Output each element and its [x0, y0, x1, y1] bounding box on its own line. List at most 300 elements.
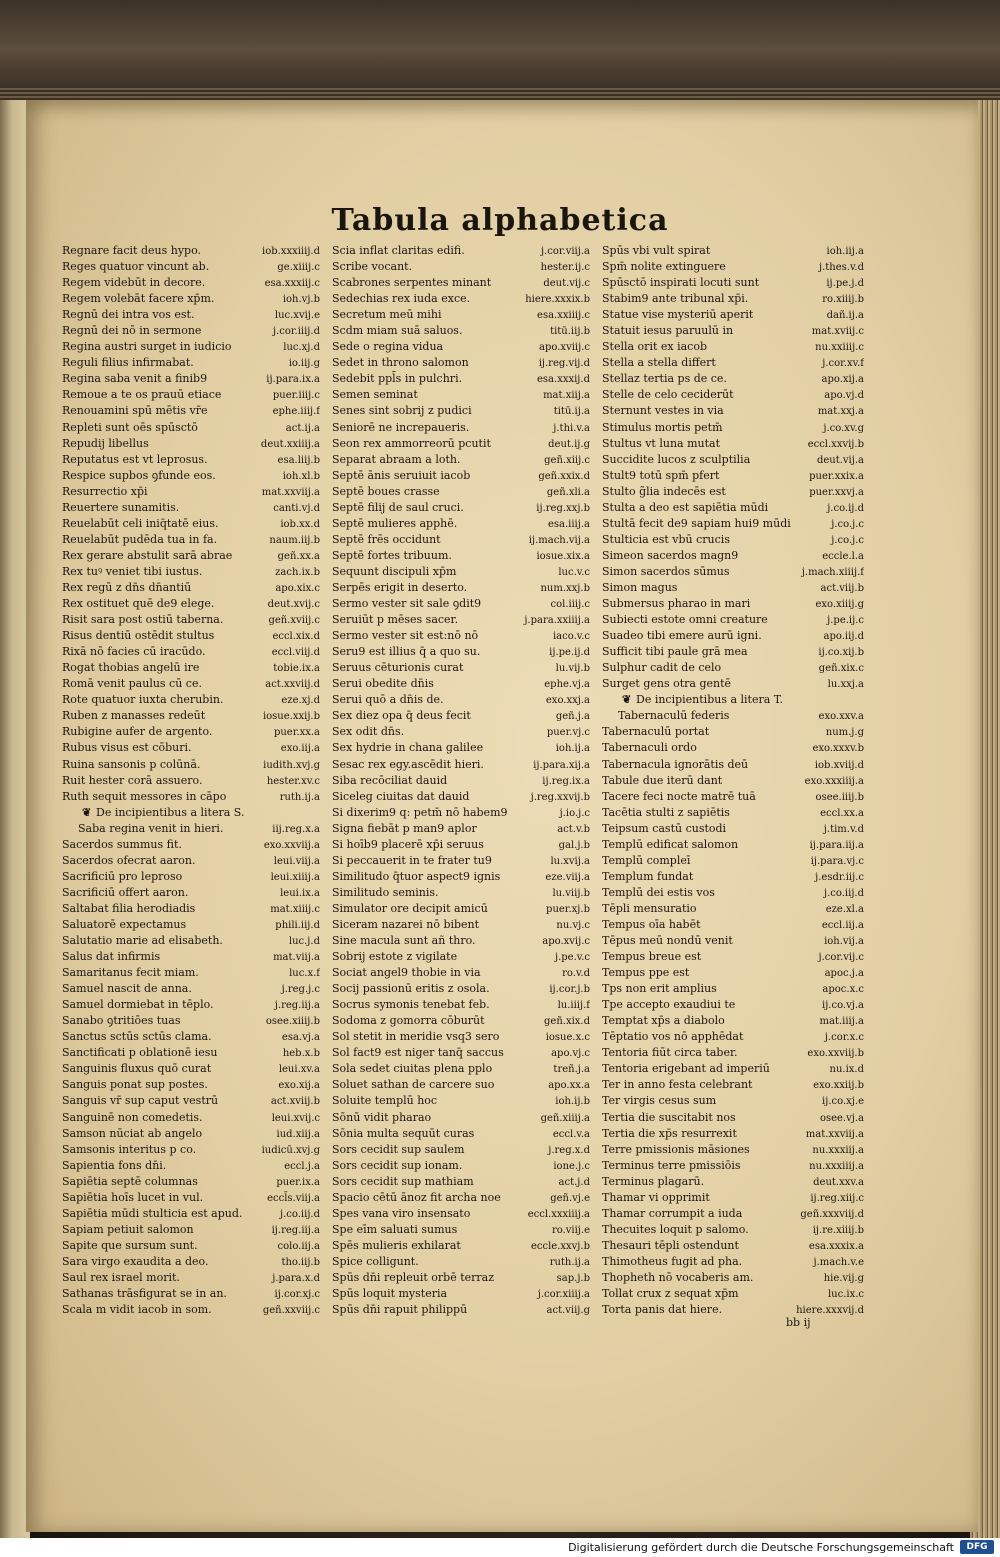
entry-text: Stulto g̃lia indecēs est — [602, 484, 726, 498]
entry-text: Spm̄ nolite extinguere — [602, 260, 726, 274]
entry-text: Similitudo q̄tuor aspect9 ignis — [332, 869, 501, 883]
index-entry — [602, 949, 864, 965]
entry-text: Sermo vester sit sale ꝯdit9 — [332, 597, 482, 611]
entry-reference: puer.xj.b — [546, 903, 590, 915]
entry-text: Saba regina venit in hieri. — [78, 821, 224, 835]
index-entry — [332, 965, 590, 981]
entry-text: Ter in anno festa celebrant — [602, 1078, 753, 1092]
entry-reference: lu.xvij.a — [550, 855, 590, 867]
entry-reference: geñ.j.a — [555, 711, 590, 723]
entry-text: Ruben z manasses redeūt — [62, 709, 206, 723]
entry-text: Simulator ore decipit amicū — [332, 901, 488, 915]
entry-reference: iosue.x.c — [545, 1032, 590, 1044]
index-entry — [602, 1238, 864, 1254]
index-entry — [602, 1142, 864, 1158]
entry-reference: canti.vj.d — [273, 502, 320, 514]
entry-reference: ij.para.iij.a — [809, 839, 864, 851]
entry-reference: exo.xxiij.b — [813, 1080, 864, 1092]
entry-reference: iud.xiij.a — [276, 1128, 320, 1140]
entry-reference: titū.iij.b — [550, 326, 590, 338]
entry-text: Sōnia multa sequūt curas — [332, 1126, 475, 1140]
entry-text: Sanabo ꝯtritiōes tuas — [62, 1014, 181, 1028]
entry-text: Stult9 totū spm̄ pfert — [602, 468, 720, 482]
entry-text: Si dixerim9 q: petm̄ nō habem9 — [332, 805, 508, 819]
index-entry — [332, 1190, 590, 1206]
index-entry — [332, 1126, 590, 1142]
entry-reference: j.cor.xiiij.a — [537, 1289, 590, 1301]
entry-text: Sanctus sctūs sctūs clama. — [62, 1030, 212, 1044]
index-entry — [602, 805, 864, 821]
entry-text: Sol fact9 est niger tanq̄ saccus — [332, 1046, 504, 1060]
entry-reference: iosue.xxij.b — [262, 711, 320, 723]
entry-text: Tacere feci nocte matrē tuā — [602, 789, 756, 803]
index-entry — [62, 1238, 320, 1254]
entry-reference: act.xviij.b — [270, 1096, 320, 1108]
entry-reference: leui.viij.a — [273, 855, 320, 867]
entry-text: Samson nūciat ab angelo — [62, 1126, 203, 1140]
entry-text: Stabim9 ante tribunal xp̄i. — [602, 292, 749, 306]
entry-text: Tēptatio vos nō apphēdat — [602, 1030, 744, 1044]
entry-text: Templū dei estis vos — [602, 885, 715, 899]
entry-reference: mat.xxviij.a — [805, 1128, 864, 1140]
entry-text: Salus dat infirmis — [62, 950, 161, 964]
entry-text: Scia inflat claritas edifi. — [332, 244, 465, 257]
entry-reference: j.co.xv.g — [823, 422, 864, 434]
index-entry — [62, 917, 320, 933]
entry-reference: puer.ix.a — [276, 1176, 320, 1188]
entry-reference: act.j.d — [558, 1176, 590, 1188]
index-entry — [62, 901, 320, 917]
entry-text: Samaritanus fecit miam. — [62, 966, 199, 980]
entry-text: Regnū dei nō in sermone — [62, 324, 202, 338]
entry-text: Temptat xp̄s a diabolo — [602, 1014, 725, 1028]
entry-text: Sapientia fons dn̄i. — [62, 1158, 167, 1172]
entry-text: Reguli filius infirmabat. — [62, 356, 194, 370]
entry-reference: apo.xij.a — [821, 374, 864, 386]
entry-text: Tabernacula ignorātis deū — [602, 757, 749, 771]
index-entry — [602, 468, 864, 484]
entry-reference: ioh.vj.b — [282, 294, 320, 306]
index-entry — [332, 1286, 590, 1302]
entry-text: Sanguinis fluxus quō curat — [62, 1062, 212, 1076]
entry-text: Reuertere sunamitis. — [62, 500, 180, 514]
entry-text: Rote quatuor iuxta cherubin. — [62, 693, 224, 707]
index-entry — [62, 981, 320, 997]
entry-reference: j.cor.iiij.d — [272, 326, 320, 338]
index-entry — [602, 853, 864, 869]
index-entry — [62, 532, 320, 548]
index-entry — [62, 564, 320, 580]
entry-reference: j.co.iij.d — [824, 887, 864, 899]
entry-text: Simon magus — [602, 580, 678, 594]
entry-text: Sodoma z gomorra cōburūt — [332, 1014, 485, 1028]
entry-text: Rubigine aufer de argento. — [62, 725, 213, 739]
entry-text: Stella a stella differt — [602, 356, 716, 370]
entry-reference: apo.xix.c — [275, 582, 320, 594]
entry-reference: geñ.xiij.c — [544, 454, 590, 466]
entry-reference: eze.xj.d — [281, 695, 320, 707]
entry-text: Rex tuꝰ veniet tibi iustus. — [62, 564, 203, 578]
entry-text: Sesac rex egy.ascēdit hieri. — [332, 757, 484, 771]
index-entry — [62, 580, 320, 596]
index-entry — [332, 500, 590, 516]
entry-reference: num.j.g — [825, 727, 864, 739]
entry-text: Risit sara post ostiū taberna. — [62, 613, 224, 627]
entry-reference: lu.xxj.a — [827, 679, 864, 691]
entry-reference: exo.xij.a — [278, 1080, 320, 1092]
index-entry — [332, 436, 590, 452]
entry-reference: j.cor.vij.c — [818, 952, 864, 964]
entry-text: Secretum meū mihi — [332, 308, 442, 322]
entry-text: Siceram nazarei nō bibent — [332, 917, 480, 931]
entry-text: Risus dentiū ostēdit stultus — [62, 629, 215, 643]
entry-reference: geñ.xxxviij.d — [800, 1208, 864, 1220]
index-entry — [602, 1077, 864, 1093]
index-entry — [62, 1206, 320, 1222]
index-entry — [62, 1174, 320, 1190]
entry-reference: dañ.ij.a — [826, 310, 864, 322]
entry-reference: j.mach.v.e — [813, 1256, 864, 1268]
index-entry — [602, 981, 864, 997]
entry-text: Regnū dei intra vos est. — [62, 308, 195, 322]
entry-reference: geñ.xxviij.c — [262, 1305, 320, 1317]
index-entry — [332, 628, 590, 644]
index-entry — [602, 757, 864, 773]
index-entry — [602, 387, 864, 403]
entry-text: Tempus oīa habēt — [602, 917, 701, 931]
entry-text: Septē mulieres apphē. — [332, 516, 458, 530]
index-entry — [602, 1110, 864, 1126]
entry-reference: ij.co.vj.a — [822, 1000, 864, 1012]
entry-reference: nu.xxxiij.a — [812, 1144, 864, 1156]
entry-text: Sedechias rex iuda exce. — [332, 292, 471, 306]
index-entry — [602, 420, 864, 436]
index-entry — [332, 1206, 590, 1222]
index-entry — [62, 965, 320, 981]
index-entry — [332, 1174, 590, 1190]
entry-text: Repudij libellus — [62, 436, 149, 450]
index-entry — [62, 1270, 320, 1286]
index-entry — [602, 436, 864, 452]
index-entry — [62, 307, 320, 323]
entry-reference: hester.ij.c — [540, 262, 590, 274]
index-entry — [602, 885, 864, 901]
index-entry — [332, 901, 590, 917]
entry-text: Serui quō a dn̄is de. — [332, 693, 444, 707]
entry-reference: ioh.iij.a — [826, 246, 864, 257]
entry-reference: j.pe.v.c — [554, 952, 590, 964]
entry-text: Socrus symonis tenebat feb. — [332, 998, 490, 1012]
entry-text: Reuelabūt celi iniq̄tatē eius. — [62, 516, 219, 530]
entry-text: Sede o regina vidua — [332, 340, 444, 354]
entry-reference: j.tim.v.d — [823, 823, 864, 835]
entry-reference: luc.ix.c — [827, 1289, 864, 1301]
index-entry — [332, 1045, 590, 1061]
entry-reference: j.io.j.c — [559, 807, 590, 819]
entry-text: Stultus vt luna mutat — [602, 436, 720, 450]
index-entry — [62, 403, 320, 419]
entry-text: Si peccauerit in te frater tu9 — [332, 853, 492, 867]
entry-text: Separat abraam a loth. — [332, 452, 461, 466]
index-entry — [602, 1029, 864, 1045]
entry-reference: j.cor.viij.a — [540, 246, 590, 257]
entry-text: Statuit iesus paruulū in — [602, 324, 734, 338]
entry-text: Scdm miam suā saluos. — [332, 324, 463, 338]
entry-reference: ij.reg.vij.d — [538, 358, 590, 370]
entry-reference: j.co.ij.d — [827, 502, 864, 514]
index-entry — [602, 821, 864, 837]
pilcrow-icon: ❦ — [82, 805, 92, 819]
entry-text: Sacrificiū offert aaron. — [62, 885, 189, 899]
entry-reference: eccl.iij.a — [821, 919, 864, 931]
entry-reference: deut.vij.c — [543, 278, 590, 290]
entry-text: Seruus cēturionis curat — [332, 661, 464, 675]
entry-text: Sufficit tibi paule grā mea — [602, 645, 748, 659]
entry-text: Regina saba venit a finib9 — [62, 372, 208, 386]
footer-bar — [0, 1538, 1000, 1557]
index-entry — [332, 1142, 590, 1158]
entry-reference: ij.reg.iij.a — [271, 1224, 320, 1236]
entry-reference: j.para.xxiiij.a — [524, 615, 590, 627]
index-entry — [602, 371, 864, 387]
index-entry — [332, 1270, 590, 1286]
entry-text: Sociat angel9 thobie in via — [332, 966, 481, 980]
entry-reference: ruth.ij.a — [279, 791, 320, 803]
entry-reference: mat.viij.a — [273, 952, 320, 964]
index-entry — [602, 243, 864, 259]
entry-reference: geñ.xx.a — [277, 550, 320, 562]
entry-reference: j.cor.xv.f — [822, 358, 864, 370]
index-entry — [602, 997, 864, 1013]
entry-reference: heb.x.b — [282, 1048, 320, 1060]
entry-text: Ruth sequit messores in cāpo — [62, 789, 227, 803]
entry-reference: deut.vij.a — [816, 454, 864, 466]
index-entry — [62, 628, 320, 644]
entry-text: Reputatus est vt leprosus. — [62, 452, 208, 466]
index-entry — [602, 275, 864, 291]
entry-text: Scala m vidit iacob in som. — [62, 1303, 212, 1317]
index-entry — [602, 1286, 864, 1302]
entry-text: Septē boues crasse — [332, 484, 440, 498]
index-entry — [602, 1093, 864, 1109]
index-entry — [62, 468, 320, 484]
entry-text: Subiecti estote omni creature — [602, 613, 768, 627]
entry-text: Sex diez opa q̄ deus fecit — [332, 709, 471, 723]
entry-reference: act.ij.a — [285, 422, 320, 434]
entry-reference: ij.pe.ij.d — [549, 647, 590, 659]
entry-text: Sors cecidit sup saulem — [332, 1142, 465, 1156]
index-entry — [62, 1029, 320, 1045]
index-entry — [332, 403, 590, 419]
index-entry — [332, 371, 590, 387]
entry-text: Spes vana viro insensato — [332, 1206, 471, 1220]
entry-reference: exo.xxviij.b — [807, 1048, 864, 1060]
entry-text: Sternunt vestes in via — [602, 404, 724, 418]
index-entry — [602, 1126, 864, 1142]
index-entry — [62, 612, 320, 628]
entry-text: Stella orit ex iacob — [602, 340, 707, 354]
entry-reference: leui.xv.a — [278, 1064, 320, 1076]
section-heading-text: De incipientibus a litera T. — [636, 693, 784, 707]
entry-reference: exo.xiiij.g — [815, 599, 864, 611]
index-entry — [332, 821, 590, 837]
index-entry — [332, 1302, 590, 1318]
entry-text: Stellaz tertia ps de ce. — [602, 372, 727, 386]
entry-text: Regem videbūt in decore. — [62, 276, 206, 290]
entry-text: Submersus pharao in mari — [602, 597, 751, 611]
index-entry — [602, 564, 864, 580]
index-entry — [62, 387, 320, 403]
entry-text: Sathanas trāsfigurat se in an. — [62, 1287, 227, 1301]
entry-reference: ij.reg.xiij.c — [810, 1192, 864, 1204]
entry-reference: eccl.xix.d — [272, 631, 320, 643]
index-entry — [602, 1190, 864, 1206]
entry-text: Tentoria fiūt circa taber. — [602, 1046, 738, 1060]
entry-reference: ij.co.xij.b — [818, 647, 864, 659]
entry-reference: geñ.xix.c — [818, 663, 864, 675]
entry-text: Tabule due iterū dant — [602, 773, 723, 787]
section-heading — [602, 692, 864, 708]
entry-text: Terre pmissionis māsiones — [602, 1142, 750, 1156]
entry-reference: ij.para.vj.c — [810, 855, 864, 867]
entry-reference: eccle.l.a — [822, 550, 864, 562]
entry-reference: ioh.ij.a — [555, 743, 590, 755]
index-entry — [332, 997, 590, 1013]
entry-text: Romā venit paulus cū ce. — [62, 677, 202, 691]
index-entry — [602, 628, 864, 644]
index-entry — [602, 1302, 864, 1318]
entry-reference: j.co.j.c — [831, 518, 864, 530]
entry-reference: hiere.xxxvij.d — [796, 1305, 864, 1317]
index-entry — [62, 949, 320, 965]
index-entry — [332, 1222, 590, 1238]
index-entry — [332, 1093, 590, 1109]
index-entry — [332, 1110, 590, 1126]
entry-reference: iob.xx.d — [280, 518, 320, 530]
entry-reference: apo.xx.a — [548, 1080, 590, 1092]
entry-text: Seruiūt p mēses sacer. — [332, 613, 459, 627]
entry-text: Spūs loquit mysteria — [332, 1287, 448, 1301]
entry-reference: hie.vij.g — [823, 1273, 864, 1284]
entry-text: Seru9 est illius q̄ a quo su. — [332, 645, 481, 659]
index-entry — [62, 548, 320, 564]
entry-text: Tēpus meū nondū venit — [602, 934, 733, 948]
book-binding — [0, 0, 1000, 110]
entry-text: Tentoria erigebant ad imperiū — [602, 1062, 770, 1076]
entry-reference: deut.ij.g — [548, 438, 590, 450]
index-entry — [602, 1013, 864, 1029]
entry-reference: leui.xvij.c — [271, 1112, 320, 1124]
entry-text: Sanguis ponat sup postes. — [62, 1078, 208, 1092]
page-heading: Tabula alphabetica — [331, 203, 669, 238]
entry-reference: j.cor.x.c — [824, 1032, 864, 1044]
entry-reference: esa.liij.b — [277, 454, 320, 466]
entry-reference: ioh.vij.a — [824, 936, 864, 948]
index-entry — [332, 387, 590, 403]
entry-text: Senes sint sobrij z pudici — [332, 404, 472, 418]
index-entry — [332, 259, 590, 275]
entry-text: Tps non erit amplius — [602, 982, 717, 996]
index-entry — [62, 371, 320, 387]
entry-reference: leui.ix.a — [280, 887, 320, 899]
index-entry — [332, 869, 590, 885]
entry-text: Spēs mulieris exhilarat — [332, 1238, 461, 1252]
index-entry — [602, 1158, 864, 1174]
index-entry — [332, 452, 590, 468]
entry-reference: apo.xviij.c — [539, 342, 590, 354]
index-entry — [332, 917, 590, 933]
entry-reference: puer.xx.a — [273, 727, 320, 739]
entry-reference: iosue.xix.a — [536, 550, 590, 562]
entry-reference: luc.v.c — [558, 566, 590, 578]
index-entry — [602, 724, 864, 740]
index-entry — [62, 692, 320, 708]
index-entry — [332, 885, 590, 901]
entry-reference: apo.xvij.c — [542, 936, 590, 948]
index-entry — [602, 1174, 864, 1190]
entry-text: Ruina sansonis p colūnā. — [62, 757, 201, 771]
entry-reference: exo.xxxv.b — [812, 743, 864, 755]
entry-reference: deut.xxiiij.a — [260, 438, 320, 450]
entry-text: Sex odit dn̄s. — [332, 725, 405, 739]
index-entry — [332, 1029, 590, 1045]
index-entry — [62, 1045, 320, 1061]
index-entry — [332, 1013, 590, 1029]
entry-reference: mat.xiij.a — [543, 390, 590, 402]
index-entry — [332, 1254, 590, 1270]
entry-reference: geñ.xviij.c — [268, 615, 320, 627]
entry-text: Sanguinē non comedetis. — [62, 1110, 203, 1124]
entry-reference: ij.reg.xxj.b — [536, 502, 590, 514]
index-entry — [332, 243, 590, 259]
entry-text: Tollat crux z sequat xp̄m — [602, 1287, 739, 1301]
index-entry — [602, 837, 864, 853]
index-entry — [62, 1254, 320, 1270]
entry-reference: nu.xxiiij.c — [815, 342, 864, 354]
index-entry — [62, 1110, 320, 1126]
entry-reference: puer.xxvj.a — [809, 486, 864, 498]
entry-text: Siceleg ciuitas dat dauid — [332, 789, 470, 803]
index-entry — [62, 740, 320, 756]
entry-reference: luc.j.d — [288, 936, 320, 948]
index-entry — [62, 997, 320, 1013]
entry-reference: apoc.x.c — [822, 984, 864, 996]
entry-reference: iaco.v.c — [552, 631, 590, 643]
entry-text: Tertia die suscitabit nos — [602, 1110, 736, 1124]
index-entry — [332, 644, 590, 660]
entry-text: Sapiētia hoīs lucet in vul. — [62, 1190, 204, 1204]
entry-text: Thesauri tēpli ostendunt — [602, 1238, 739, 1252]
entry-text: Tabernaculū federis — [618, 709, 730, 723]
index-entry — [62, 452, 320, 468]
entry-reference: mat.xiiij.c — [270, 903, 320, 915]
entry-text: Seon rex ammorreorū pcutit — [332, 436, 491, 450]
index-entry — [62, 1126, 320, 1142]
entry-reference: ij.para.xij.a — [533, 759, 590, 771]
index-entry — [602, 644, 864, 660]
entry-reference: ij.para.ix.a — [266, 374, 320, 386]
entry-reference: luc.xvij.e — [274, 310, 320, 322]
entry-text: Septē ānis seruiuit iacob — [332, 468, 471, 482]
entry-reference: iob.xxxiiij.d — [262, 246, 320, 257]
index-entry — [602, 259, 864, 275]
pilcrow-icon: ❦ — [622, 693, 632, 707]
entry-reference: j.reg.xxvij.b — [530, 791, 590, 803]
entry-text: Sex hydrie in chana galilee — [332, 741, 484, 755]
entry-text: Statue vise mysteriū aperit — [602, 308, 754, 322]
entry-reference: geñ.vj.e — [550, 1192, 590, 1204]
index-entry — [62, 789, 320, 805]
